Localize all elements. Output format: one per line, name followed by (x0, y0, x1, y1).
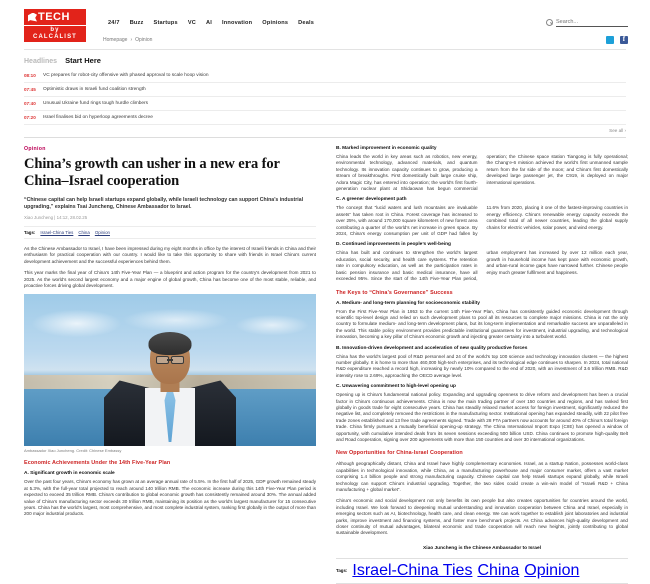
twitter-icon[interactable] (606, 36, 614, 44)
headlines-ticker (0, 69, 650, 125)
article-paragraph: China has built and continues to strengthen the world’s largest education, social security, and health care systems. The retention rate in compulsory education, as well as the participation rates in basic pension insurance and basic medical insurance, have all exceeded 95%. Since the start of the 14th Five-Year Plan period, urban employment has increased by over 12 million each year, growth in household income has kept pace with economic growth, and urban-rural income gaps have narrowed further. Chinese people enjoy much greater fulfilment and happiness. (336, 250, 628, 282)
breadcrumb-row (0, 36, 650, 44)
nav-item-startups[interactable]: Startups (153, 19, 178, 26)
article-paragraph: From the First Five-Year Plan in 1953 to the current 14th Five-Year Plan, China has consistently guided economic development through scientific top-level design and relied on such development plans to pool all its resources to complete major missions. China is not the only country to formulate medium- and long-term development plans, but its long-term implementation and remarkable success are unparalleled in the world. This stable policy environment provides predictable institutional guarantees for investment, industrial upgrading, and technological innovation, becoming a key pillar of China’s economic growth and injecting greater certainty into a turbulent world. (336, 308, 628, 340)
subsection-heading-keys-a: A. Medium- and long-term planning for socioeconomic stability (336, 300, 480, 306)
subsection-heading-a: A. Significant growth in economic scale (24, 471, 115, 477)
footer-tags-label: Tags: (336, 568, 348, 574)
article-paragraph: China has the world’s largest pool of R&D personnel and 24 of the world’s top 100 science and technology innovation clusters — the highest number globally. It is home to more than 460,000 high-tech enterprises, and its technological edge continues to sharpen. In 2024, total national R&D expenditure reached a record high, increasing by nearly 10% compared to the end of 2020, with an investment of 3.6 trillion RMB. R&D intensity rose to 2.69%, approaching the OECD average level. (336, 353, 628, 378)
facebook-icon[interactable] (620, 36, 628, 44)
subsection-heading-b: B. Marked improvement in economic quality (336, 146, 437, 151)
main-nav (108, 20, 314, 32)
article-tags (24, 226, 316, 239)
nav-item-vc[interactable]: VC (187, 19, 197, 26)
ticker-text: Unusual Ukraine fund rings tough hurdle climbers (43, 100, 149, 106)
footer-tag-china[interactable]: China (477, 561, 520, 579)
headlines-more-row (0, 125, 650, 133)
see-all-headlines-link[interactable]: See all › (609, 128, 626, 133)
footer-tag-israel-china-ties[interactable]: Israel-China Ties (352, 561, 473, 579)
article-paragraph: China’s economic and social development not only benefits its own people but also creates opportunities for countries around the world, including Israel. We look forward to deepening mutual understanding and innovation cooperation between China and Israel, especially in emerging sectors such as AI, biotechnology, health care, and clean energy. We can work together to establish joint laboratories and industrial parks, improve investment and financing systems, and foster more benchmark projects. As China advances high-quality development and closer continuity of mutual advantages, bilateral economic and trade cooperation will reach new heights, jointly contributing to global sustainable development. (336, 498, 628, 536)
list-item[interactable] (24, 111, 626, 125)
article-column-left (24, 146, 316, 584)
article-paragraph: Over the past four years, China’s economy has grown at an average annual rate of 5.5%. In the first half of 2025, GDP growth remained steady at 5.3%, with the full-year total projected to reach around 140 trillion RMB. The economic increase during this 14th Five-Year Plan period is expected to exceed 35 trillion RMB. China’s contribution to global economic growth has consistently remained around 30%. The annual added value of China’s manufacturing sector exceeds 30 trillion RMB, maintaining its position as the world’s largest manufacturer for 15 consecutive years. China has the world’s largest, most comprehensive, and most complete industrial system, ranking first globally in the output of more than 200 major industrial products. (24, 479, 316, 517)
logo-subtext: by CALCALIST (24, 26, 86, 42)
article-byline: Xiao Juncheng | 14:12, 28.02.25 (24, 215, 88, 220)
breadcrumb (103, 37, 152, 43)
section-heading-keys-to-success: The Keys to “China’s Governance” Success (336, 289, 453, 296)
ticker-time: 07:40 (24, 100, 36, 106)
logo-primary (24, 9, 86, 25)
photo-caption: Ambassador Xiao Juncheng. Credit: Chinese Embassy (24, 448, 122, 454)
article-signoff: Xiao Juncheng is the Chinese Ambassador to Israel (423, 545, 541, 551)
nav-item-innovation[interactable]: Innovation (222, 19, 253, 26)
calcalist-mark-icon (28, 13, 37, 22)
article-footer-tags (336, 558, 628, 584)
search-icon[interactable] (546, 19, 553, 26)
ticker-text: Optimistic draws in Israeli fund coalition strength (43, 86, 146, 92)
ticker-time: 07:45 (24, 86, 36, 92)
section-heading-new-opportunities: New Opportunities for China-Israel Cooperation (336, 450, 463, 457)
headlines-active-tab[interactable]: Start Here (65, 56, 101, 65)
article-body (0, 138, 650, 584)
site-logo[interactable] (24, 9, 86, 42)
tags-label: Tags: (24, 230, 36, 235)
article-photo (24, 294, 316, 446)
tag-israel-china-ties[interactable]: Israel-China Ties (40, 230, 74, 235)
article-paragraph: The concept that “lucid waters and lush mountains are invaluable assets” has taken root in China. Forest coverage has increased to over 25%, with around 170,000 square kilometers of new forest area contributing a quarter of the world’s net increase in green space. By 2024, China’s energy consumption per unit of GDP had fallen by 11.6% from 2020, placing it one of the fastest-improving countries in energy efficiency. China’s renewable energy capacity exceeds the combined total of all newer countries, leading the global supply chains for electric vehicles, solar power, and wind energy. (336, 205, 628, 237)
portrait-hair (149, 332, 192, 355)
footer-tag-opinion[interactable]: Opinion (524, 561, 580, 579)
breadcrumb-separator: › (130, 37, 133, 43)
glasses-bridge-icon (167, 359, 173, 360)
ticker-text: Israel finalises bid on hyperloop agreements decree (43, 114, 153, 120)
article-paragraph: China leads the world in key areas such as robotics, new energy, environmental technology, advanced materials, and quantum technology. Its innovation capacity continues to grow, producing a stream of breakthroughs. First domestically built large cruise ship, Adora Magic City, has entered into operation; the world’s first fourth-generation nuclear plant at Shidaowan has begun commercial operation; the Chinese space station Tiangong is fully operational; the Chang’e-6 mission achieved the world’s first unmanned sample return from the far side of the moon; and China’s first domestically developed large passenger jet, the C919, is deployed on major international operations. (336, 154, 628, 192)
page-title: China’s growth can usher in a new era for China–Israel cooperation (24, 156, 280, 189)
list-item[interactable] (24, 69, 626, 83)
ticker-text: VC prepares for robot-city offensive with phased approval to scale hoop vision (43, 72, 209, 78)
photo-subject-portrait (108, 334, 232, 446)
search-input[interactable] (556, 19, 628, 27)
tag-opinion[interactable]: Opinion (94, 230, 110, 235)
article-kicker: Opinion (24, 146, 46, 152)
headlines-header (0, 50, 650, 69)
headlines-label: Headlines (24, 58, 58, 65)
article-paragraph: Although geographically distant, China and Israel have highly complementary economies. Israel, as a startup Nation, possesses world-class capabilities in technological innovation, while China, as a manufacturing powerhouse and major consumer market, offers a vast market comprising 1.4 billion people and strong manufacturing capacity. Chinese capital can help Israeli startups expand globally, while Israeli technology can support China’s industrial upgrading. Together, the two sides could create a win-win model of “Israeli R&D + China manufacturing + global market”. (336, 461, 628, 493)
nav-item-buzz[interactable]: Buzz (129, 19, 144, 26)
subsection-heading-d: D. Continued improvements in people’s well-being (336, 242, 451, 248)
subsection-heading-keys-b: B. Innovation-driven development and acceleration of new quality productive forces (336, 345, 528, 351)
nav-item-opinions[interactable]: Opinions (262, 19, 289, 26)
section-heading-economic-achievements: Economic Achievements Under the 14th Five-Year Plan (24, 460, 171, 467)
list-item[interactable] (24, 97, 626, 111)
ticker-time: 07:20 (24, 114, 36, 120)
breadcrumb-item-homepage[interactable]: Homepage (103, 37, 128, 43)
social-links (606, 36, 628, 44)
nav-item-ai[interactable]: AI (206, 19, 213, 26)
ticker-time: 08:10 (24, 72, 36, 78)
article-column-right (336, 146, 628, 584)
article-standfirst: “Chinese capital can help Israeli startups expand globally, while Israeli technology can support China’s industrial upgrading,” explains Tsai Juncheng, Chinese Ambassador to Israel. (24, 197, 304, 210)
breadcrumb-item-opinion[interactable]: Opinion (135, 37, 153, 43)
list-item[interactable] (24, 83, 626, 97)
article-paragraph: This year marks the final year of China’s 14th Five-Year Plan — a blueprint and action program for the country’s development from 2021 to 2025. As the world’s second largest economy and a major engine of global growth, China has become one of the most stable, reliable, and proactive forces driving global development. (24, 270, 316, 289)
article-paragraph: Opening up is China’s fundamental national policy. Expanding and upgrading openness to drive reform and development has been a crucial factor in China’s continuous achievements. China is now the main trading partner of over 150 countries and regions, and has ranked first globally in goods trade for eight consecutive years. China has steadily relaxed market access for foreign investment, significantly reduced the negative list, and completely removed the restrictions in the manufacturing sector. Institutional opening has expanded steadily, with 22 pilot free trade zones established and 13 free trade agreements signed. Trade with 28 FTA partners now accounts for around 40% of China’s total foreign trade. China firmly pursues a mutually beneficial opening-up strategy. The China International Import Expo (CIIE) has opened a window of opportunity, with cumulative intended deals from its seven sessions exceeding 500 billion USD. China continues to promote high-quality Belt and Road cooperation, signing over 200 agreements with more than 150 countries and over 30 international organizations. (336, 392, 628, 442)
subsection-heading-keys-c: C. Unwavering commitment to high-level opening up (336, 384, 456, 390)
subsection-heading-c: C. A greener development path (336, 197, 407, 203)
logo-text: TECH (38, 11, 70, 23)
nav-item-247[interactable]: 24/7 (108, 19, 120, 26)
tag-china[interactable]: China (78, 230, 90, 235)
article-paragraph: As the Chinese Ambassador to Israel, I have been impressed during my eight months in office by the interest of Israeli friends in China and their enthusiasm for practical cooperation with our country. I would like to take this opportunity to share with friends in Israel China’s current development achievement and the successful experiences behind them. (24, 246, 316, 264)
search-area (546, 19, 628, 33)
nav-item-deals[interactable]: Deals (298, 19, 315, 26)
